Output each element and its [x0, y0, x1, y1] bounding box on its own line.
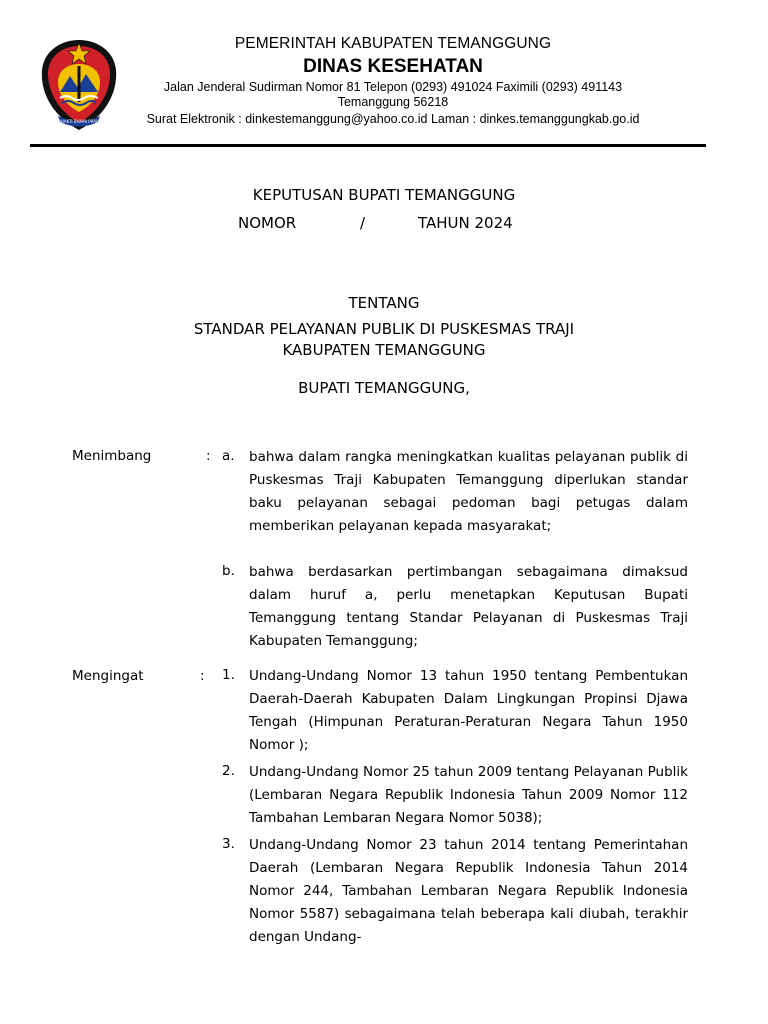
item-text: Undang-Undang Nomor 13 tahun 1950 tentang Pembentukan Daerah-Daerah Kabupaten Dalam Lingkungan Propinsi Djawa Tengah (Himpunan Peraturan-Peraturan Negara Tahun 1950 Nomor ); — [249, 668, 688, 753]
mengingat-label: Mengingat — [72, 668, 144, 684]
about-heading: TENTANG — [348, 294, 420, 312]
letterhead-divider — [30, 144, 706, 147]
decree-year: TAHUN 2024 — [418, 214, 513, 232]
item-text: Undang-Undang Nomor 23 tahun 2014 tentang Pemerintahan Daerah (Lembaran Negara Republik Indonesia Tahun 2014 Nomor 244, Tambahan Lembaran Negara Republik Indonesia Nomor 5587) sebagaimana telah beberapa kali diubah, terakhir dengan Undang- — [249, 837, 688, 945]
nomor-slash: / — [360, 214, 366, 232]
subject-line-2: KABUPATEN TEMANGGUNG — [282, 341, 486, 359]
agency-name: DINAS KESEHATAN — [303, 56, 483, 77]
letterhead-text — [128, 34, 658, 128]
item-marker: 1. — [222, 667, 235, 683]
agency-contact: Surat Elektronik : dinkestemanggung@yahoo.co.id Laman : dinkes.temanggungkab.go.id — [146, 112, 640, 126]
subject-line-1: STANDAR PELAYANAN PUBLIK DI PUSKESMAS TRAJI — [193, 320, 575, 338]
issuer: BUPATI TEMANGGUNG, — [298, 379, 470, 397]
list-item — [222, 761, 688, 830]
government-name: PEMERINTAH KABUPATEN TEMANGGUNG — [234, 35, 552, 52]
list-item — [222, 834, 688, 949]
agency-city: Temanggung 56218 — [337, 95, 449, 109]
item-text: bahwa berdasarkan pertimbangan sebagaimana dimaksud dalam huruf a, perlu menetapkan Keputusan Bupati Temanggung tentang Standar Pelayanan di Puskesmas Traji Kabupaten Temanggung; — [249, 564, 688, 649]
item-text: Undang-Undang Nomor 25 tahun 2009 tentang Pelayanan Publik (Lembaran Negara Republik Indonesia Tahun 2009 Nomor 112 Tambahan Lembaran Negara Nomor 5038); — [249, 764, 688, 826]
menimbang-label: Menimbang — [72, 448, 152, 464]
item-marker: a. — [222, 448, 235, 464]
temanggung-emblem-icon — [38, 36, 120, 132]
emblem-motto: BHAKTI BHAMI PRAJA — [58, 119, 100, 124]
menimbang-colon: : — [206, 448, 211, 464]
item-marker: b. — [222, 563, 235, 579]
agency-address: Jalan Jenderal Sudirman Nomor 81 Telepon (0293) 491024 Faximili (0293) 491143 — [163, 80, 623, 94]
list-item — [222, 561, 688, 653]
decree-title: KEPUTUSAN BUPATI TEMANGGUNG — [252, 186, 516, 204]
item-marker: 3. — [222, 836, 235, 852]
nomor-label: NOMOR — [238, 214, 297, 232]
item-text: bahwa dalam rangka meningkatkan kualitas pelayanan publik di Puskesmas Traji Kabupaten Temanggung diperlukan standar baku pelayanan sebagai pedoman bagi petugas dalam memberikan pelayanan kepada masyarakat; — [249, 449, 688, 534]
list-item — [222, 446, 688, 538]
item-marker: 2. — [222, 763, 235, 779]
letterhead — [0, 0, 768, 150]
mengingat-colon: : — [200, 668, 205, 684]
list-item — [222, 665, 688, 757]
